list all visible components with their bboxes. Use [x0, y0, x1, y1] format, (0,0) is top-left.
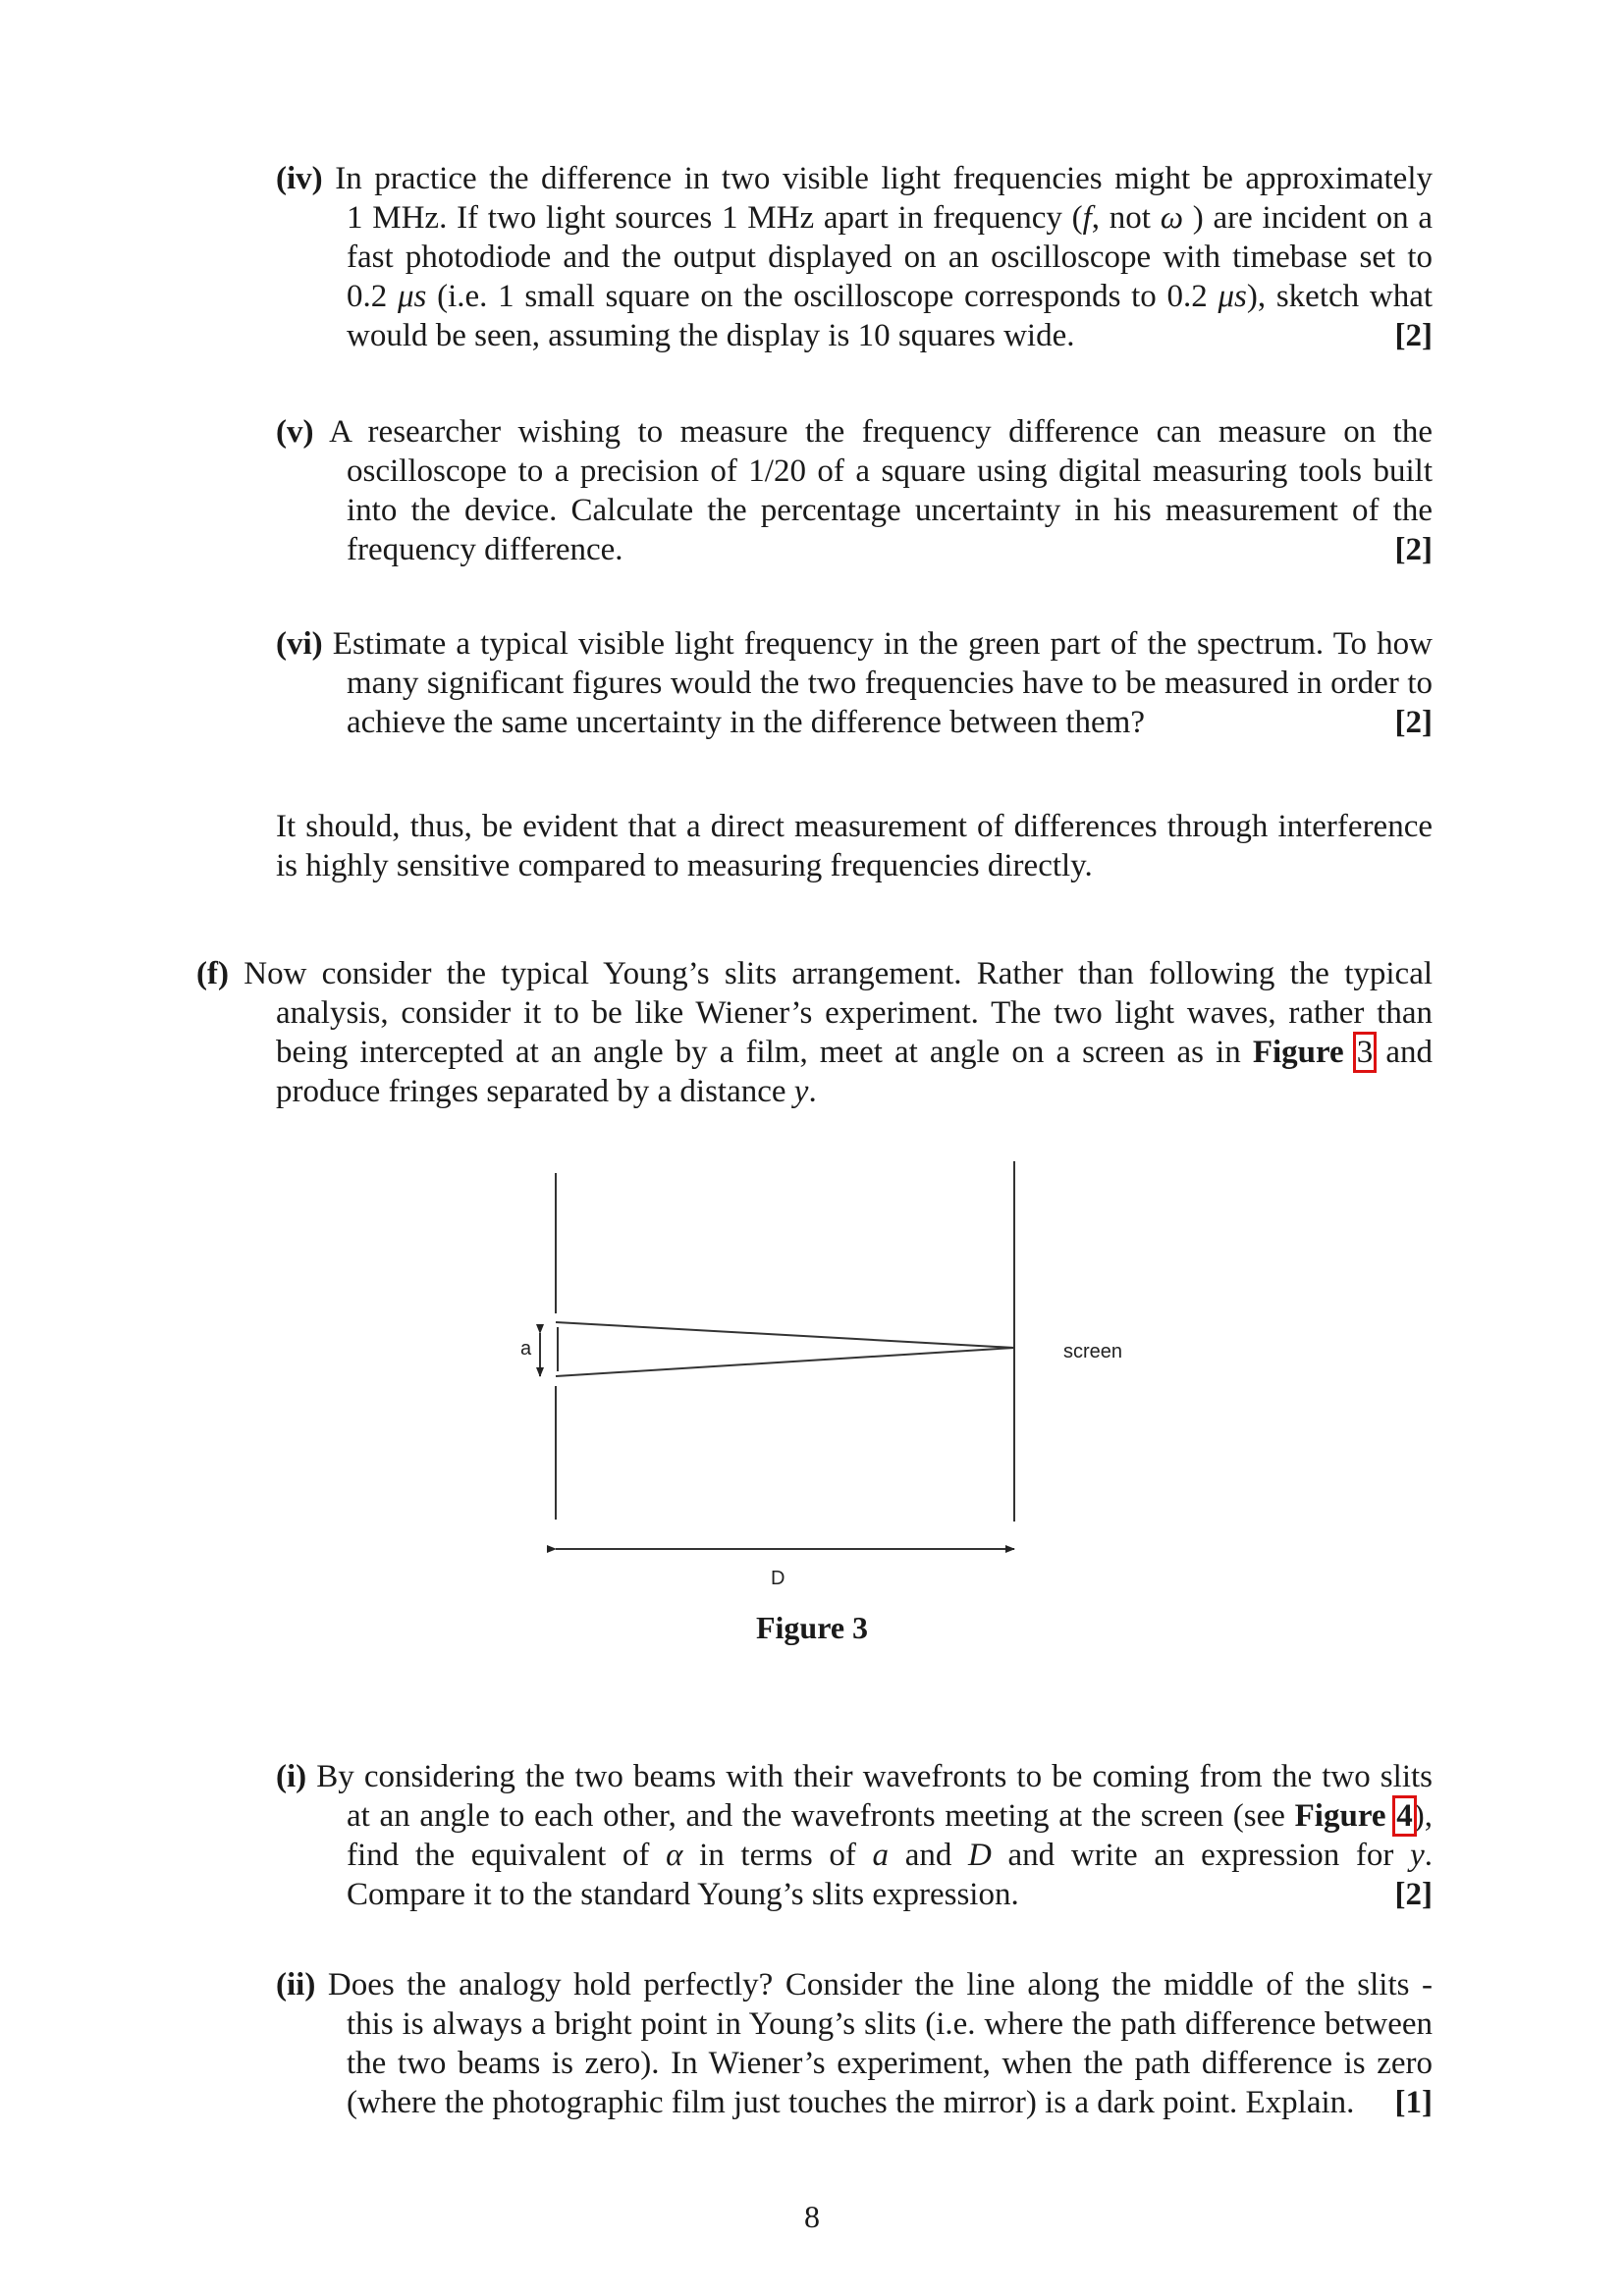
marks: [2]	[1394, 532, 1433, 567]
marks: [2]	[1394, 1877, 1433, 1912]
question-iv: (iv) In practice the difference in two visible light frequencies might be approximately 1 MHz. If two light sources 1 MHz apart in frequency (f, not ω ) are incident on a fast photodiode and the output displayed on an oscilloscope with timebase set to 0.2 μs (i.e. 1 small square on the oscilloscope corresponds to 0.2 μs), sketch what would be seen, assuming the display is 10 squares wide. [2]	[276, 161, 1434, 353]
question-label: (iv)	[276, 161, 323, 196]
page-number: 8	[804, 2199, 820, 2234]
question-vi: (vi) Estimate a typical visible light frequency in the green part of the spectrum. To how many significant figures would the two frequencies have to be measured in order to achieve the same uncertainty in the difference between them? [2]	[276, 626, 1433, 740]
figure-caption: Figure 3	[755, 1610, 869, 1645]
question-label: (f)	[196, 956, 229, 991]
question-label: (v)	[276, 414, 314, 450]
question-i: (i) By considering the two beams with their wavefronts to be coming from the two slits at an angle to each other, and the wavefronts meeting at the screen (see Figure 4), find the equivalent of α in terms of a and D and write an expression for y. Compare it to the standard Young’s slits expression. [2]	[276, 1759, 1433, 1912]
marks: [1]	[1394, 2085, 1433, 2120]
ray-upper	[556, 1322, 1014, 1348]
marks: [2]	[1394, 318, 1433, 353]
marks: [2]	[1394, 705, 1433, 740]
question-label: (i)	[276, 1759, 307, 1794]
question-v: (v) A researcher wishing to measure the frequency difference can measure on the oscilloscope to a precision of 1/20 of a square using digital measuring tools built into the device. Calculate the percentage uncertainty in his measurement of the frequency difference. [2]	[276, 414, 1433, 567]
label-a: a	[520, 1338, 532, 1360]
label-D: D	[771, 1568, 785, 1589]
ray-lower	[556, 1348, 1014, 1376]
question-f: (f) Now consider the typical Young’s slits arrangement. Rather than following the typical analysis, consider it to be like Wiener’s experiment. The two light waves, rather than being intercepted at an angle by a film, meet at angle on a screen as in Figure 3 and produce fringes separated by a distance y.	[196, 956, 1434, 1109]
figure-4-link[interactable]: 4	[1396, 1798, 1413, 1834]
figure-3-link[interactable]: 3	[1356, 1035, 1374, 1070]
remark-paragraph: It should, thus, be evident that a direct measurement of differences through interference is highly sensitive compared to measuring frequencies directly.	[276, 809, 1433, 883]
question-label: (vi)	[276, 626, 323, 662]
question-ii: (ii) Does the analogy hold perfectly? Consider the line along the middle of the slits - this is always a bright point in Young’s slits (i.e. where the path difference between the two beams is zero). In Wiener’s experiment, when the path difference is zero (where the photographic film just touches the mirror) is a dark point. Explain. [1]	[276, 1967, 1433, 2120]
label-screen: screen	[1063, 1341, 1123, 1362]
question-label: (ii)	[276, 1967, 316, 2002]
